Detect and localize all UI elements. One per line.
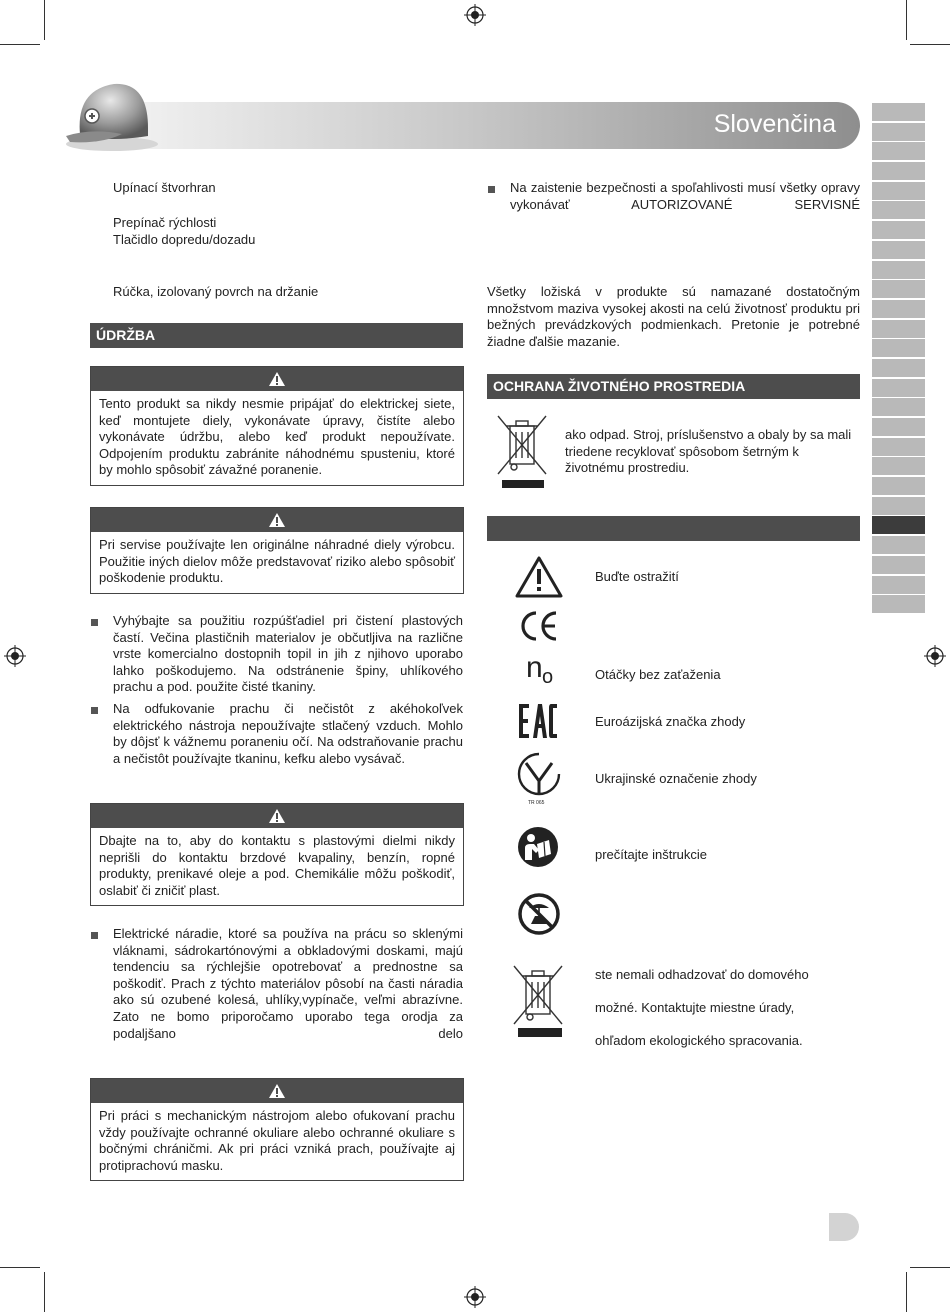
crop-mark bbox=[0, 1267, 40, 1268]
warning-box bbox=[90, 507, 464, 594]
crop-mark bbox=[0, 44, 40, 45]
symbol-label: prečítajte inštrukcie bbox=[595, 847, 707, 862]
crop-mark bbox=[44, 1272, 45, 1312]
crop-mark bbox=[910, 1267, 950, 1268]
no-load-speed-o: o bbox=[542, 666, 554, 688]
warning-box bbox=[90, 803, 464, 906]
crop-mark bbox=[906, 1272, 907, 1312]
language-tab[interactable] bbox=[872, 457, 925, 475]
helmet-icon bbox=[62, 72, 162, 154]
symbols-heading bbox=[487, 516, 860, 541]
no-load-speed-n: n bbox=[526, 651, 543, 684]
part-label: Rúčka, izolovaný povrch na držanie bbox=[113, 284, 319, 299]
bullet-marker bbox=[91, 932, 98, 939]
language-tab[interactable] bbox=[872, 103, 925, 121]
warning-triangle-icon bbox=[268, 808, 286, 824]
bullet-marker bbox=[488, 186, 495, 193]
registration-mark-icon bbox=[464, 1286, 486, 1308]
language-tab[interactable] bbox=[872, 221, 925, 239]
registration-mark-icon bbox=[924, 645, 946, 667]
no-rain-icon bbox=[517, 892, 561, 936]
language-tab[interactable] bbox=[872, 438, 925, 456]
language-tab[interactable] bbox=[872, 418, 925, 436]
language-tab[interactable] bbox=[872, 339, 925, 357]
bullet-marker bbox=[91, 707, 98, 714]
symbol-label: Euroázijská značka zhody bbox=[595, 714, 746, 729]
warning-box bbox=[90, 366, 464, 486]
language-tab[interactable] bbox=[872, 556, 925, 574]
bullet-marker bbox=[91, 619, 98, 626]
language-tab[interactable] bbox=[872, 142, 925, 160]
language-tab[interactable] bbox=[872, 201, 925, 219]
language-tab[interactable] bbox=[872, 182, 925, 200]
warning-text: Tento produkt sa nikdy nesmie pripájať do elektrickej siete, keď montujete diely, vykonávate úpravy, čistíte alebo vykonávate údržbu, alebo keď produkt nepoužívate. Odpojením produktu zabránite náhodnému spusteniu, ktoré by mohlo spôsobiť závažné poranenie. bbox=[99, 396, 455, 478]
environment-heading: OCHRANA ŽIVOTNÉHO PROSTREDIA bbox=[487, 374, 860, 399]
page-number-tab bbox=[829, 1213, 859, 1241]
header-banner bbox=[140, 102, 860, 149]
language-tab-active[interactable] bbox=[872, 516, 925, 534]
language-tab[interactable] bbox=[872, 477, 925, 495]
weee-line: ohľadom ekologického spracovania. bbox=[595, 1033, 803, 1048]
crop-mark bbox=[910, 44, 950, 45]
warning-text: Pri práci s mechanickým nástrojom alebo ofukovaní prachu vždy používajte ochranné okuliare alebo ochranné okuliare s bočnými chráničmi. Ak pri práci vzniká prach, používajte aj protiprachovú masku. bbox=[99, 1108, 455, 1173]
language-tab[interactable] bbox=[872, 398, 925, 416]
language-tab[interactable] bbox=[872, 576, 925, 594]
symbol-label: Buďte ostražití bbox=[595, 569, 679, 584]
language-tab[interactable] bbox=[872, 379, 925, 397]
warning-triangle-icon bbox=[268, 371, 286, 387]
read-manual-icon bbox=[517, 826, 559, 868]
language-tab[interactable] bbox=[872, 320, 925, 338]
language-tab[interactable] bbox=[872, 497, 925, 515]
registration-mark-icon bbox=[4, 645, 26, 667]
crop-mark bbox=[906, 0, 907, 40]
no-load-speed-icon bbox=[526, 652, 562, 692]
language-tabs bbox=[872, 103, 925, 615]
weee-line: možné. Kontaktujte miestne úrady, bbox=[595, 1000, 795, 1015]
maintenance-bullet: Vyhýbajte sa použitiu rozpúšťadiel pri čistení plastových častí. Večina plastičnih materialov je občutljiva na različne vrste komercialno dostopnih topil in jih z njihovo uporabo lahko poškodujemo. Na odstránenie špiny, uhlíkového prachu a pod. použite čisté tkaniny. bbox=[113, 613, 463, 695]
language-tab[interactable] bbox=[872, 536, 925, 554]
ukrainian-conformity-glyph bbox=[516, 751, 562, 799]
language-tab[interactable] bbox=[872, 280, 925, 298]
maintenance-bullet: Elektrické náradie, ktoré sa používa na prácu so sklenými vláknami, sádrokartónovými a obkladovými doskami, majú tendenciu sa rýchlejšie opotrebovať a prednostne sa poškodiť. Prach z týchto materiálov pôsobí na časti náradia ako sú ozubené kolesá, uhlíky,vypínače, veľmi abrazívne. Zato ne bomo priporočamo uporabo tega orodja za podaljšano delo bbox=[113, 926, 463, 1041]
warning-text: Pri servise používajte len originálne náhradné diely výrobcu. Použitie iných dielov môže predstavovať riziko alebo spôsobiť poškodenie produktu. bbox=[99, 537, 455, 586]
part-label: Prepínač rýchlosti bbox=[113, 215, 217, 230]
part-label: Upínací štvorhran bbox=[113, 180, 216, 195]
part-label: Tlačidlo dopredu/dozadu bbox=[113, 232, 256, 247]
language-tab[interactable] bbox=[872, 162, 925, 180]
maintenance-bullet: Na odfukovanie prachu či nečistôt z akéhokoľvek elektrického nástroja nepoužívajte stlačený vzduch. Mohlo by dôjsť k vážnemu poraneniu očí. Na odstraňovanie prachu a nečistôt používajte tkaninu, kefku alebo vysávač. bbox=[113, 701, 463, 766]
warning-text: Dbajte na to, aby do kontaktu s plastovými dielmi nikdy neprišli do kontaktu brzdové kvapaliny, benzín, ropné produkty, prenikavé oleje a pod. Chemikálie môžu poškodiť, oslabiť či zničiť plast. bbox=[99, 833, 455, 898]
language-tab[interactable] bbox=[872, 261, 925, 279]
environment-text: ako odpad. Stroj, príslušenstvo a obaly by sa mali triedene recyklovať spôsobom šetrným k životnému prostrediu. bbox=[565, 427, 852, 476]
registration-mark-icon bbox=[464, 4, 486, 26]
weee-line: ste nemali odhadzovať do domového bbox=[595, 967, 809, 982]
crop-mark bbox=[44, 0, 45, 40]
warning-triangle-icon bbox=[268, 512, 286, 528]
eac-mark-icon bbox=[518, 702, 558, 740]
warning-triangle-icon bbox=[514, 555, 564, 599]
ce-mark-icon bbox=[518, 609, 560, 643]
repair-note: Na zaistenie bezpečnosti a spoľahlivosti musí všetky opravy vykonávať AUTORIZOVANÉ SERVISNÉ bbox=[510, 180, 860, 212]
warning-box bbox=[90, 1078, 464, 1181]
warning-triangle-icon bbox=[268, 1083, 286, 1099]
ukrainian-conformity-icon bbox=[516, 751, 562, 809]
bearing-note: Všetky ložiská v produkte sú namazané dostatočným množstvom maziva vysokej akosti na celú životnosť produktu pri bežných prevádzkových podmienkach. Pretonie je potrebné žiadne ďalšie mazanie. bbox=[487, 284, 860, 349]
ukrainian-code: TR 065 bbox=[528, 800, 545, 806]
language-tab[interactable] bbox=[872, 359, 925, 377]
language-tab[interactable] bbox=[872, 241, 925, 259]
maintenance-heading: ÚDRŽBA bbox=[90, 323, 463, 348]
language-tab[interactable] bbox=[872, 123, 925, 141]
language-tab[interactable] bbox=[872, 595, 925, 613]
language-tab[interactable] bbox=[872, 300, 925, 318]
weee-bin-icon bbox=[496, 412, 548, 490]
weee-bin-icon bbox=[512, 962, 564, 1040]
symbol-label: Ukrajinské označenie zhody bbox=[595, 771, 757, 786]
language-title: Slovenčina bbox=[713, 110, 836, 138]
symbol-label: Otáčky bez zaťaženia bbox=[595, 667, 721, 682]
